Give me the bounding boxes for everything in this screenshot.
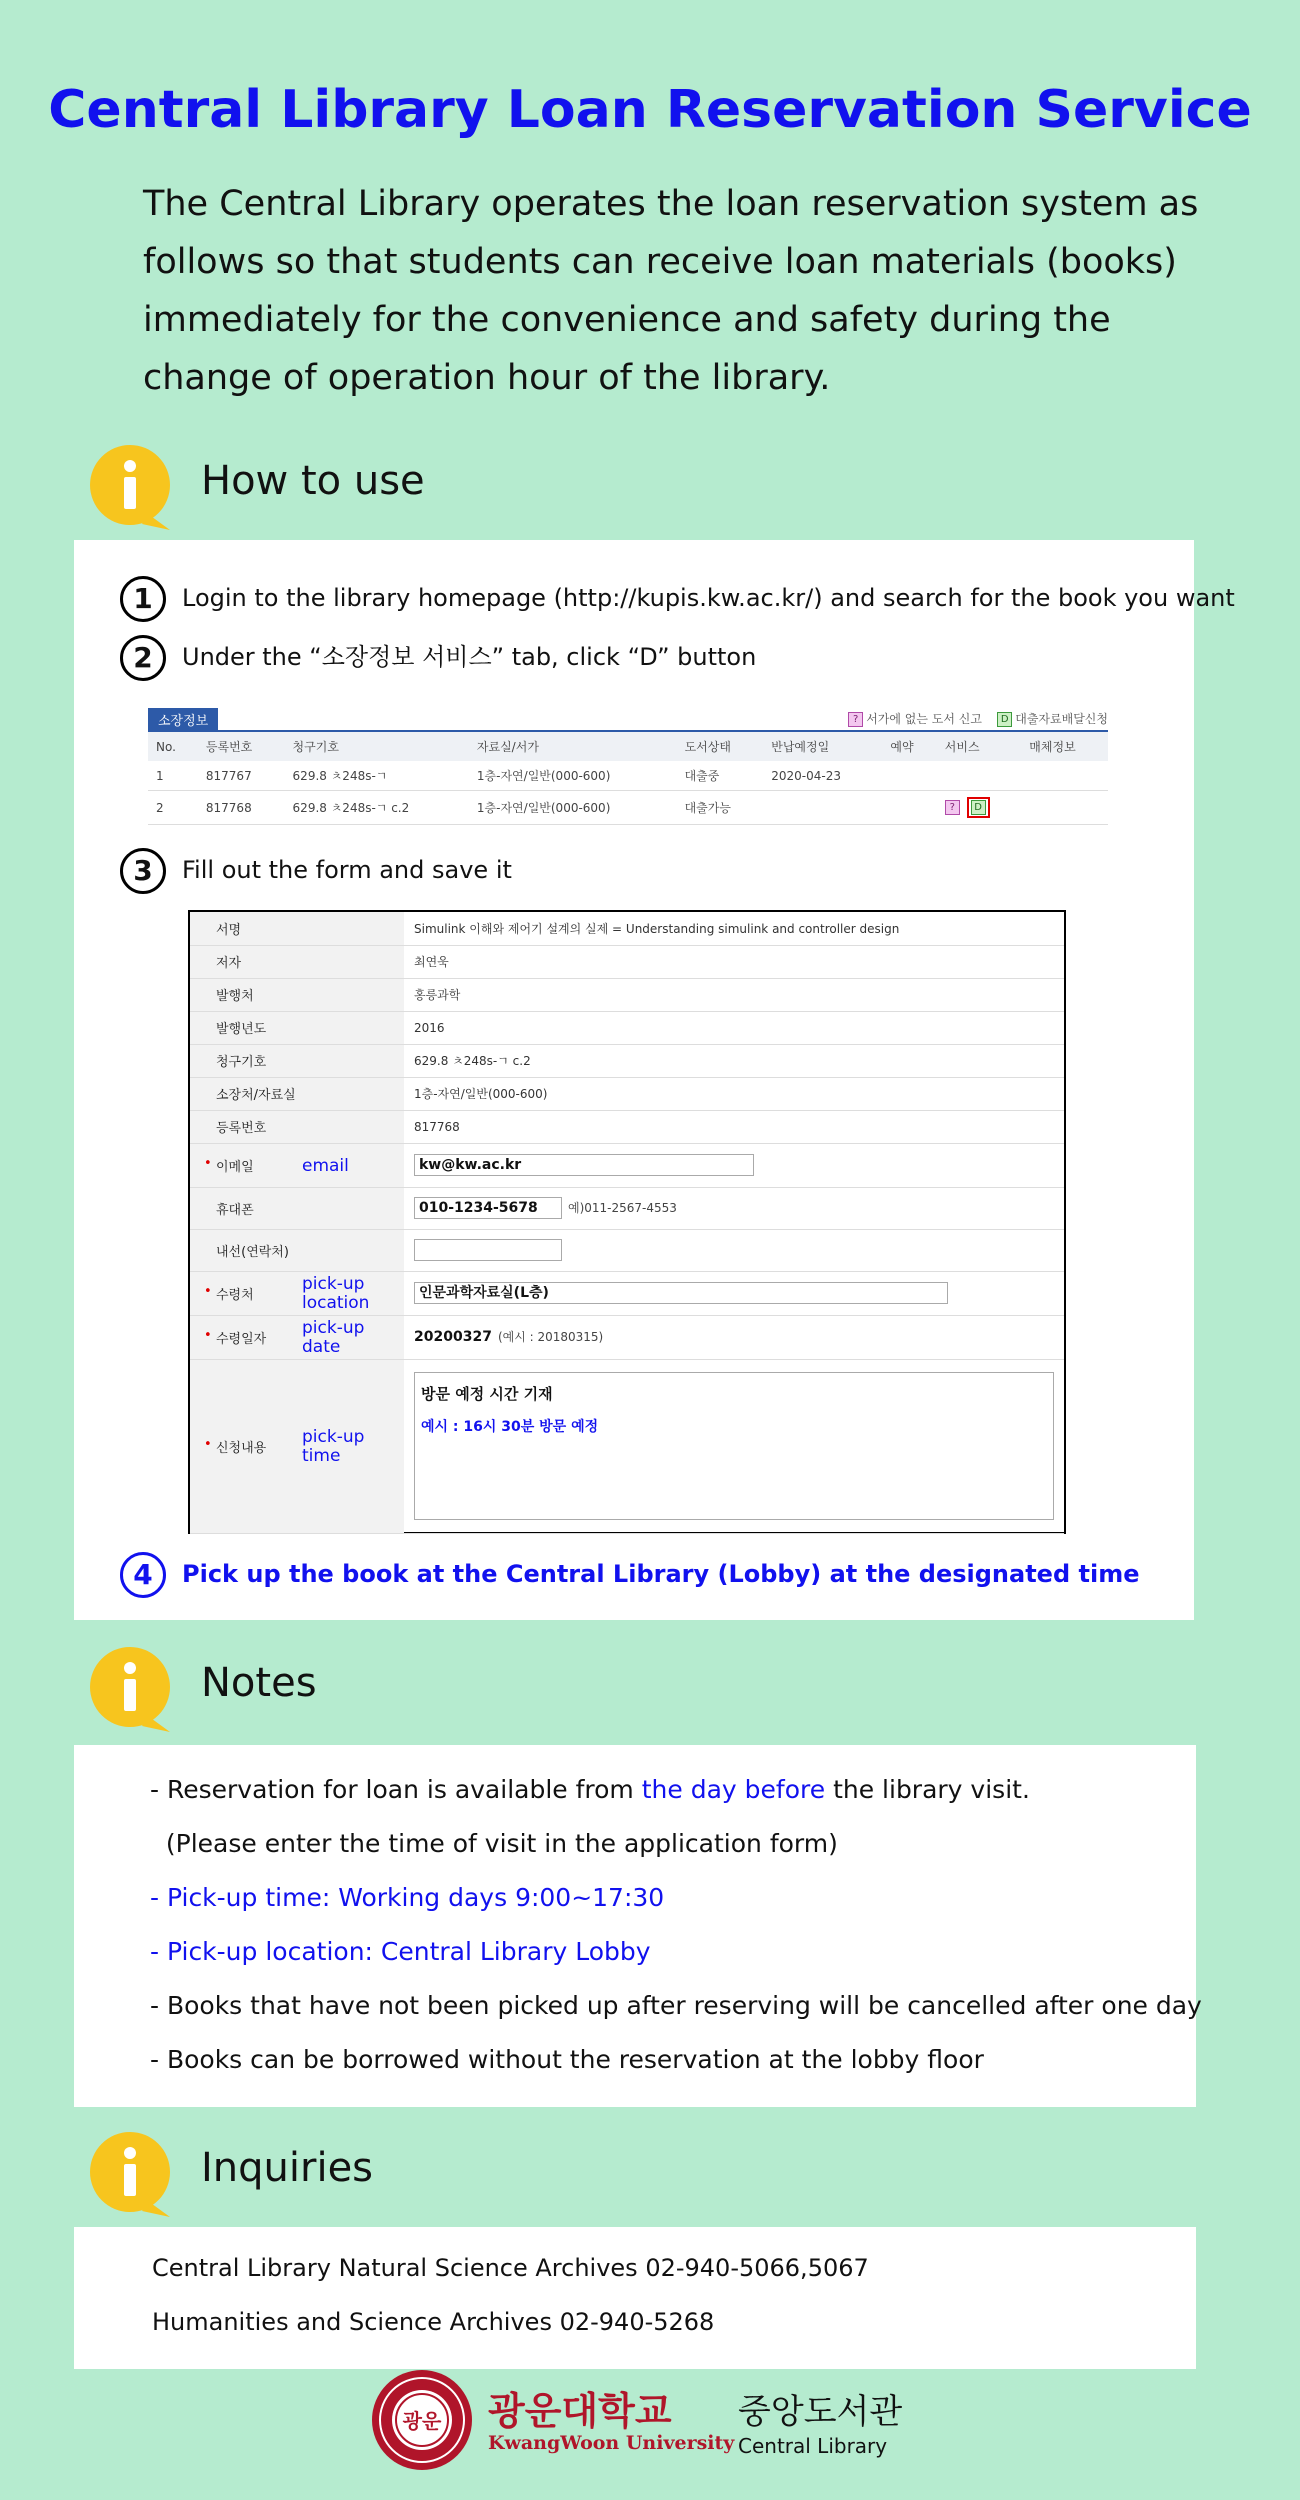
- form-label: 신청내용: [216, 1440, 267, 1456]
- inquiry-line: Humanities and Science Archives 02-940-5268: [152, 2308, 715, 2336]
- note-text: - Reservation for loan is available from: [150, 1775, 642, 1804]
- form-label: 소장처/자료실: [190, 1077, 404, 1110]
- cell: 2: [148, 791, 198, 825]
- step-text: Pick up the book at the Central Library (Lobby) at the designated time: [182, 1560, 1140, 1588]
- cell: 1층-자연/일반(000-600): [469, 791, 677, 825]
- holdings-links: [848, 710, 1108, 727]
- report-missing-icon: ?: [848, 712, 863, 727]
- cell: 1층-자연/일반(000-600): [469, 761, 677, 791]
- section-title: How to use: [201, 458, 425, 504]
- col-header: 예약: [882, 731, 936, 761]
- step-number: 1: [120, 576, 166, 622]
- phone-hint: 예)011-2567-4553: [568, 1200, 677, 1215]
- cell: [1021, 761, 1108, 791]
- phone-field[interactable]: 010-1234-5678: [414, 1197, 562, 1219]
- note-highlight: - Pick-up time: Working days 9:00~17:30: [150, 1883, 665, 1912]
- holdings-tab[interactable]: 소장정보: [148, 708, 218, 731]
- email-field[interactable]: kw@kw.ac.kr: [414, 1154, 754, 1176]
- form-label: 수령처: [216, 1287, 254, 1303]
- info-icon: [86, 444, 176, 534]
- table-row: [148, 761, 1108, 791]
- cell: [937, 761, 1022, 791]
- cell: 629.8 ㅊ248s-ㄱ: [285, 761, 469, 791]
- pickup-location-field[interactable]: 인문과학자료실(L층): [414, 1282, 948, 1304]
- step-3: [120, 848, 512, 894]
- pickup-time-annotation: pick-up time: [302, 1426, 365, 1466]
- textarea-example: 예시 : 16시 30분 방문 예정: [421, 1419, 599, 1435]
- step-text: Login to the library homepage (http://kupis.kw.ac.kr/) and search for the book you want: [182, 584, 1235, 612]
- col-header: No.: [148, 731, 198, 761]
- university-name-korean: 광운대학교: [488, 2389, 672, 2433]
- form-row: [190, 945, 1064, 978]
- col-header: 매체정보: [1021, 731, 1108, 761]
- library-name-english: Central Library: [738, 2434, 888, 2458]
- form-label: 저자: [190, 945, 404, 978]
- form-value: 629.8 ㅊ248s-ㄱ c.2: [404, 1044, 1064, 1077]
- pickup-date-hint: (예시 : 20180315): [497, 1329, 604, 1344]
- form-row-pickup-location: • 수령처 pick-up location 인문과학자료실(L층): [190, 1271, 1064, 1315]
- step-number: 3: [120, 848, 166, 894]
- cell: 대출중: [677, 761, 764, 791]
- note-text: - Books can be borrowed without the reservation at the lobby floor: [150, 2045, 984, 2074]
- form-value: 2016: [404, 1011, 1064, 1044]
- cell: 629.8 ㅊ248s-ㄱ c.2: [285, 791, 469, 825]
- form-value: 1층-자연/일반(000-600): [404, 1077, 1064, 1110]
- holdings-table: [148, 730, 1108, 825]
- university-name-english: KwangWoon University: [488, 2432, 735, 2454]
- form-value: 최연욱: [404, 945, 1064, 978]
- col-header: 청구기호: [285, 731, 469, 761]
- step-2: [120, 635, 756, 681]
- col-header: 자료실/서가: [469, 731, 677, 761]
- form-label: 등록번호: [190, 1110, 404, 1143]
- d-button-highlight: [967, 797, 990, 818]
- delivery-icon: D: [997, 712, 1012, 727]
- pickup-date-annotation: pick-up date: [302, 1317, 365, 1357]
- inquiry-line: Central Library Natural Science Archives 02-940-5066,5067: [152, 2254, 869, 2282]
- cell: [882, 761, 936, 791]
- d-button[interactable]: D: [971, 800, 986, 815]
- step-text: Under the “소장정보 서비스” tab, click “D” button: [182, 643, 757, 671]
- note-text: - Books that have not been picked up after reserving will be cancelled after one day: [150, 1991, 1202, 2020]
- university-seal-logo: [370, 2368, 474, 2472]
- cell: 1: [148, 761, 198, 791]
- form-row-content: • 신청내용 pick-up time 방문 예정 시간 기재 예시 : 16시 30분 방문 예정: [190, 1359, 1064, 1533]
- reservation-form-screenshot: [188, 910, 1066, 1534]
- reservation-form: [190, 912, 1064, 1534]
- inquiries-panel: [74, 2227, 1196, 2369]
- question-icon[interactable]: ?: [945, 800, 960, 815]
- form-row: [190, 1077, 1064, 1110]
- note-highlight: - Pick-up location: Central Library Lobby: [150, 1937, 651, 1966]
- note-highlight: the day before: [641, 1775, 826, 1804]
- form-label: 휴대폰: [190, 1187, 404, 1229]
- note-item: [150, 2045, 984, 2074]
- form-row-pickup-date: • 수령일자 pick-up date 20200327 (예시 : 20180315): [190, 1315, 1064, 1359]
- step-4: [120, 1552, 1139, 1598]
- section-title: Notes: [201, 1660, 317, 1706]
- form-label: 이메일: [216, 1159, 254, 1175]
- info-icon: [86, 1646, 176, 1736]
- cell: 817768: [198, 791, 285, 825]
- cell: 817767: [198, 761, 285, 791]
- note-item: [150, 1991, 1202, 2020]
- report-missing-link[interactable]: 서가에 없는 도서 신고: [866, 712, 982, 726]
- form-label: 내선(연락처): [190, 1229, 404, 1271]
- form-row: [190, 1011, 1064, 1044]
- form-label: 청구기호: [190, 1044, 404, 1077]
- col-header: 반납예정일: [763, 731, 882, 761]
- form-label: 서명: [190, 912, 404, 945]
- col-header: 도서상태: [677, 731, 764, 761]
- form-row: [190, 978, 1064, 1011]
- step-1: [120, 576, 1235, 622]
- service-cell: [937, 791, 1022, 825]
- extension-field[interactable]: [414, 1239, 562, 1261]
- pickup-location-annotation: pick-up location: [302, 1273, 370, 1313]
- delivery-request-link[interactable]: 대출자료배달신청: [1015, 712, 1108, 726]
- form-value: 817768: [404, 1110, 1064, 1143]
- col-header: 서비스: [937, 731, 1022, 761]
- cell: [763, 791, 882, 825]
- form-value: Simulink 이해와 제어기 설계의 실제 = Understanding simulink and controller design: [404, 912, 1064, 945]
- pickup-date-field[interactable]: 20200327: [414, 1329, 492, 1345]
- info-icon: [86, 2131, 176, 2221]
- form-row: [190, 1110, 1064, 1143]
- request-content-textarea[interactable]: [414, 1372, 1054, 1520]
- note-text: (Please enter the time of visit in the application form): [150, 1829, 838, 1858]
- cell: 대출가능: [677, 791, 764, 825]
- table-row: [148, 791, 1108, 825]
- form-row-ext: [190, 1229, 1064, 1271]
- form-label: 발행년도: [190, 1011, 404, 1044]
- seal-text: 광운: [402, 2409, 442, 2433]
- form-value: 홍릉과학: [404, 978, 1064, 1011]
- form-label: 발행처: [190, 978, 404, 1011]
- note-text: the library visit.: [825, 1775, 1030, 1804]
- note-item: [150, 1937, 651, 1966]
- note-item: [150, 1775, 1030, 1804]
- email-annotation: email: [302, 1155, 349, 1176]
- col-header: 등록번호: [198, 731, 285, 761]
- textarea-line: 방문 예정 시간 기재: [421, 1385, 553, 1403]
- page-title: Central Library Loan Reservation Service: [48, 80, 1252, 140]
- cell: [882, 791, 936, 825]
- cell: 2020-04-23: [763, 761, 882, 791]
- form-row-email: • 이메일 email kw@kw.ac.kr: [190, 1143, 1064, 1187]
- library-name-korean: 중앙도서관: [738, 2392, 903, 2432]
- form-row: [190, 1044, 1064, 1077]
- note-item: [150, 1883, 664, 1912]
- form-label: 수령일자: [216, 1331, 267, 1347]
- note-item: [150, 1829, 838, 1858]
- step-number: 2: [120, 635, 166, 681]
- step-text: Fill out the form and save it: [182, 856, 512, 884]
- form-row-phone: [190, 1187, 1064, 1229]
- intro-text: The Central Library operates the loan reservation system as follows so that students can receive loan materials (books) immediately for the convenience and safety during the change of operation hour of the library.: [143, 184, 1199, 398]
- form-row: [190, 912, 1064, 945]
- step-number: 4: [120, 1552, 166, 1598]
- holdings-table-screenshot: [148, 708, 1108, 820]
- section-title: Inquiries: [201, 2145, 374, 2191]
- cell: [1021, 791, 1108, 825]
